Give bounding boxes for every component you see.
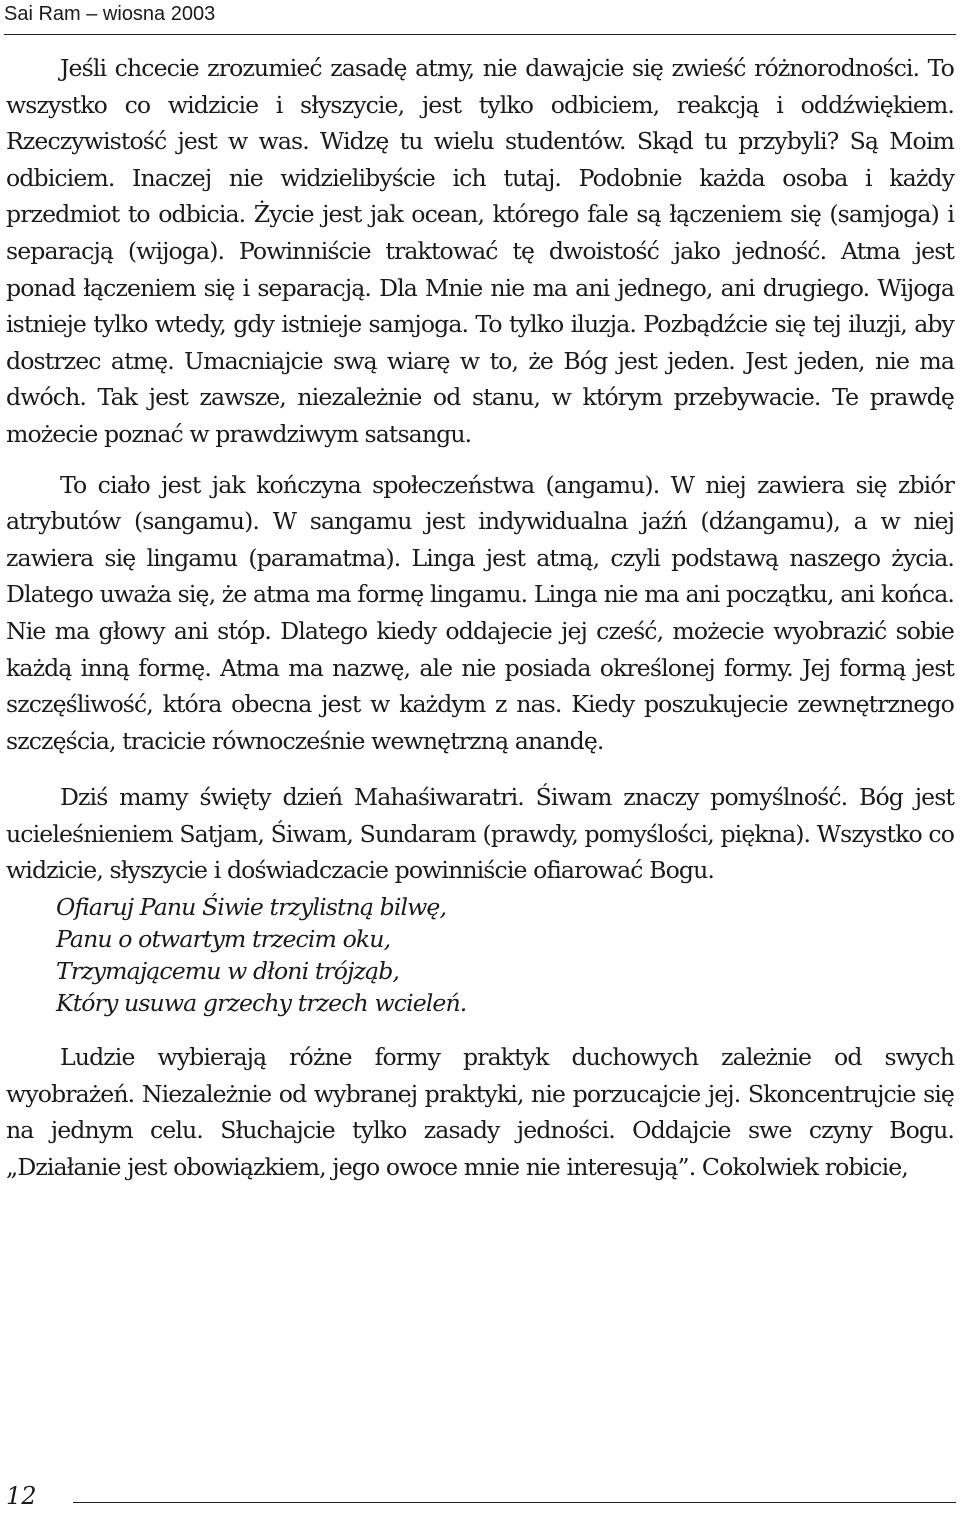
running-header	[4, 0, 956, 35]
header-title: Sai Ram – wiosna 2003	[4, 3, 216, 25]
poem-line: Trzymającemu w dłoni trójząb,	[56, 957, 400, 986]
page-content	[6, 50, 954, 1185]
paragraph: Jeśli chcecie zrozumieć zasadę atmy, nie dawajcie się zwieść różnorodności. To wszystko co widzicie i słyszycie, jest tylko odbiciem, reakcją i oddźwiękiem. Rzeczywistość jest w was. Widzę tu wielu studentów. Skąd tu przybyli? Są Moim odbiciem. Inaczej nie widzielibyście ich tutaj. Podobnie każda osoba i każdy przedmiot to odbicia. Życie jest jak ocean, którego fale są łączeniem się (samjoga) i separacją (wijoga). Powinniście traktować tę dwoistość jako jedność. Atma jest ponad łączeniem się i separacją. Dla Mnie nie ma ani jednego, ani drugiego. Wijoga istnieje tylko wtedy, gdy istnieje samjoga. To tylko iluzja. Pozbądźcie się tej iluzji, aby dostrzec atmę. Umacniajcie swą wiarę w to, że Bóg jest jeden. Jest jeden, nie ma dwóch. Tak jest zawsze, niezależnie od stanu, w którym przebywacie. Te prawdę możecie poznać w prawdziwym satsangu.	[6, 54, 954, 448]
paragraph: To ciało jest jak kończyna społeczeństwa (angamu). W niej zawiera się zbiór atrybutów (sangamu). W sangamu jest indywidualna jaźń (dźangamu), a w niej zawiera się lingamu (paramatma). Linga jest atmą, czyli podstawą naszego życia. Dlatego uważa się, że atma ma formę lingamu. Linga nie ma ani początku, ani końca. Nie ma głowy ani stóp. Dlatego kiedy oddajecie jej cześć, możecie wyobrazić sobie każdą inną formę. Atma ma nazwę, ale nie posiada określonej formy. Jej formą jest szczęśliwość, która obecna jest w każdym z nas. Kiedy poszukujecie zewnętrznego szczęścia, tracicie równocześnie wewnętrzną anandę.	[6, 470, 954, 755]
footer-rule	[73, 1502, 956, 1503]
poem-line: Który usuwa grzechy trzech wcieleń.	[56, 989, 467, 1018]
poem-line: Ofiaruj Panu Śiwie trzylistną bilwę,	[56, 893, 447, 922]
paragraph: Ludzie wybierają różne formy praktyk duchowych zależnie od swych wyobrażeń. Niezależnie od wybranej praktyki, nie porzucajcie jej. Skoncentrujcie się na jednym celu. Słuchajcie tylko zasady jedności. Oddajcie swe czyny Bogu. „Działanie jest obowiązkiem, jego owoce mnie nie interesują”. Cokolwiek robicie,	[6, 1043, 954, 1181]
page-number: 12	[6, 1482, 37, 1510]
paragraph: Dziś mamy święty dzień Mahaśiwaratri. Śiwam znaczy pomyślność. Bóg jest ucieleśnieniem Satjam, Śiwam, Sundaram (prawdy, pomyślości, piękna). Wszystko co widzicie, słyszycie i doświadczacie powinniście ofiarować Bogu.	[6, 783, 954, 885]
poem-line: Panu o otwartym trzecim oku,	[56, 925, 391, 954]
poem-verse	[6, 891, 954, 1019]
